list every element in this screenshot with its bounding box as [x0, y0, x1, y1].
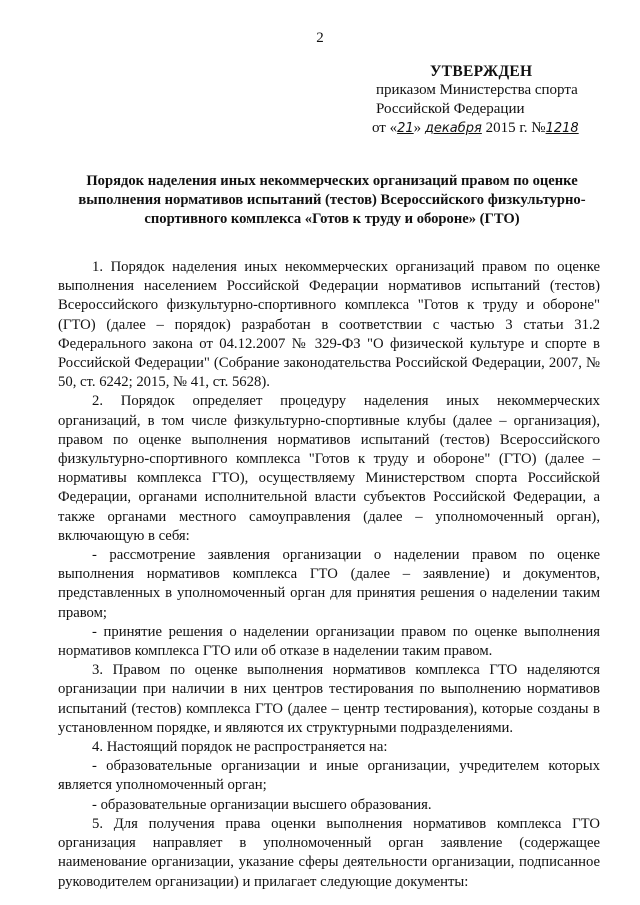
document-body: [58, 258, 600, 892]
handwritten-number: 1218: [545, 121, 579, 136]
paragraph-4-item-1: - образовательные организации и иные организации, учредителем которых является уполномоченный орган;: [58, 758, 600, 794]
paragraph-1: 1. Порядок наделения иных некоммерческих организаций правом по оценке выполнения населением Российской Федерации нормативов испытаний (тестов) Всероссийского физкультурно-спортивного комплекса "Готов к труду и обороне" (ГТО) (далее – порядок) разработан в соответствии с частью 3 статьи 31.2 Федерального закона от 04.12.2007 № 329-ФЗ "О физической культуре и спорте в Российской Федерации" (Собрание законодательства Российской Федерации, 2007, № 50, ст. 6242; 2015, № 41, ст. 5628).: [58, 259, 600, 391]
handwritten-day: 21: [397, 121, 414, 136]
paragraph-3: 3. Правом по оценке выполнения нормативов комплекса ГТО наделяются организации при наличии в них центров тестирования по выполнению нормативов испытаний (тестов) комплекса ГТО (далее – центр тестирования), которые созданы в установленном порядке, и являются их структурными подразделениями.: [58, 662, 600, 736]
approval-line-2: Российской Федерации: [376, 101, 525, 117]
number-prefix: №: [531, 120, 546, 136]
paragraph-5: 5. Для получения права оценки выполнения нормативов комплекса ГТО организация направляет в уполномоченный орган заявление (содержащее наименование организации, указание сферы деятельности организации, подписанное руководителем организации) и прилагает следующие документы:: [58, 815, 600, 890]
approval-stamp: [372, 62, 579, 138]
paragraph-2-item-1: - рассмотрение заявления организации о наделении правом по оценке выполнения нормативов комплекса ГТО (далее – заявление) и документов, представленных в уполномоченный орган для принятия решения о наделении таким правом;: [58, 547, 600, 621]
year: 2015 г.: [485, 120, 528, 136]
approval-line-1: приказом Министерства спорта: [376, 82, 578, 98]
approval-heading: УТВЕРЖДЕН: [430, 63, 533, 80]
handwritten-month: декабря: [424, 121, 482, 136]
page-number: 2: [316, 30, 324, 46]
paragraph-4: 4. Настоящий порядок не распространяется на:: [92, 739, 388, 756]
document-title: Порядок наделения иных некоммерческих организаций правом по оценке выполнения нормативов испытаний (тестов) Всероссийского физкультурно-спортивного комплекса «Готов к труду и обороне» (ГТО): [78, 173, 586, 227]
paragraph-2: 2. Порядок определяет процедуру наделения иных некоммерческих организаций, в том числе физкультурно-спортивные клубы (далее – организация), правом по оценке выполнения нормативов испытаний (тестов) Всероссийского физкультурно-спортивного комплекса "Готов к труду и обороне" (ГТО) (далее – нормативы комплекса ГТО), осуществляему Министерством спорта Российской Федерации, органами исполнительной власти субъектов Российской Федерации, а также органами местного самоуправления (далее – уполномоченный орган), включающую в себя:: [58, 393, 600, 544]
date-prefix: от «: [372, 120, 398, 136]
approval-date-line: [372, 119, 579, 138]
paragraph-2-item-2: - принятие решения о наделении организации правом по оценке выполнения нормативов комплекса ГТО или об отказе в наделении таким правом.: [58, 623, 600, 660]
paragraph-4-item-2: - образовательные организации высшего образования.: [92, 796, 432, 813]
quote-close: »: [413, 120, 422, 136]
